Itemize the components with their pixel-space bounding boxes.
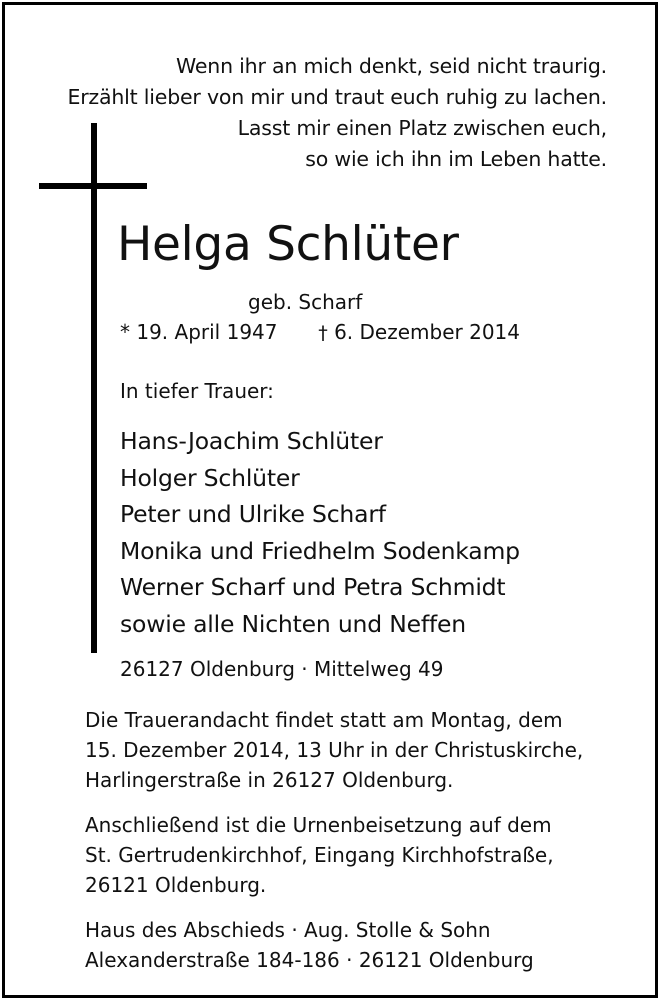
mourner: Peter und Ulrike Scharf [120,500,386,528]
ceremony-info [85,705,583,795]
poem-line: Lasst mir einen Platz zwischen euch, [237,116,607,140]
deceased-name: Helga Schlüter [117,217,459,272]
poem-line: Erzählt lieber von mir und traut euch ruhig zu lachen. [67,85,607,109]
mourners-list [120,423,520,642]
birth-symbol: * [120,320,130,344]
family-address: 26127 Oldenburg · Mittelweg 49 [120,657,444,681]
funeral-home-line: Alexanderstraße 184-186 · 26121 Oldenburg [85,948,534,972]
ceremony-line: Die Trauerandacht findet statt am Montag, dem [85,708,563,732]
mourner: Holger Schlüter [120,463,300,492]
burial-line: 26121 Oldenburg. [85,873,267,897]
funeral-home-info [85,915,534,975]
burial-info [85,810,554,900]
burial-line: St. Gertrudenkirchhof, Eingang Kirchhofstraße, [85,843,554,867]
cross-horizontal-bar [39,183,147,189]
mourner: Hans-Joachim Schlüter [120,427,383,455]
poem-line: so wie ich ihn im Leben hatte. [305,147,607,171]
mourner: sowie alle Nichten und Neffen [120,609,466,638]
ceremony-line: 15. Dezember 2014, 13 Uhr in der Christuskirche, [85,738,584,762]
poem [67,51,607,175]
cross-vertical-bar [91,123,97,653]
funeral-home-line: Haus des Abschieds · Aug. Stolle & Sohn [85,918,491,942]
mourner: Werner Scharf und Petra Schmidt [120,573,506,601]
life-dates [120,318,520,347]
birth-name: geb. Scharf [248,290,363,314]
ceremony-line: Harlingerstraße in 26127 Oldenburg. [85,768,454,792]
death-symbol: † [318,322,328,344]
obituary-notice [2,2,658,998]
burial-line: Anschließend ist die Urnenbeisetzung auf dem [85,813,552,837]
mourner: Monika und Friedhelm Sodenkamp [120,536,520,565]
death-date: 6. Dezember 2014 [334,320,520,344]
poem-line: Wenn ihr an mich denkt, seid nicht traurig. [176,54,607,78]
mourning-intro: In tiefer Trauer: [120,379,274,403]
birth-date: 19. April 1947 [136,320,278,344]
